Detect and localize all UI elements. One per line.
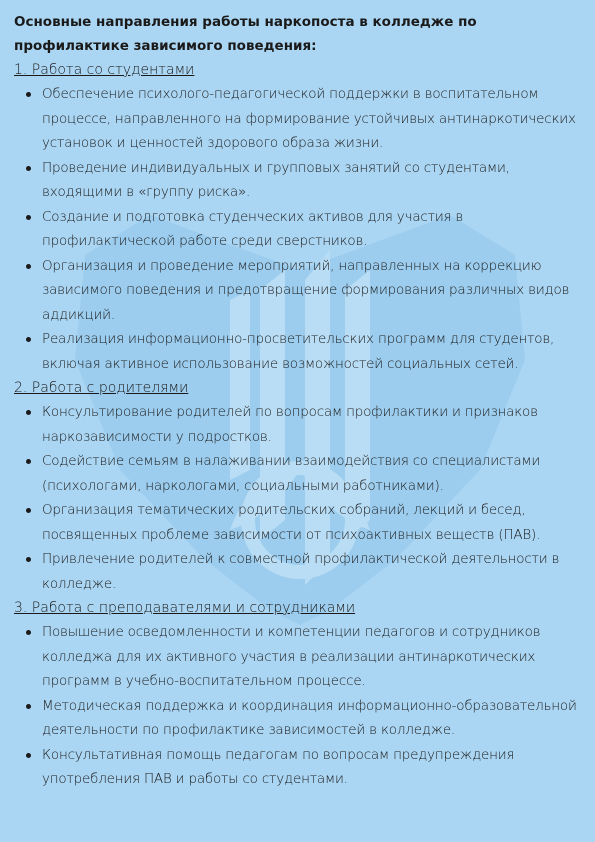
parents-list — [14, 400, 584, 596]
teachers-list — [14, 620, 584, 792]
document-title: Основные направления работы наркопоста в колледже по профилактике зависимого поведения: — [14, 14, 477, 54]
list-item: Обеспечение психолого-педагогической поддержки в воспитательном процессе, направленного на формирование устойчивых антинаркотических установок и ценностей здорового образа жизни. — [14, 82, 584, 156]
list-item: Повышение осведомленности и компетенции педагогов и сотрудников колледжа для их активного участия в реализации антинаркотических программ в учебно-воспитательном процессе. — [14, 620, 584, 694]
list-item: Консультативная помощь педагогам по вопросам предупреждения употребления ПАВ и работы со студентами. — [14, 743, 584, 792]
list-item: Методическая поддержка и координация информационно-образовательной деятельности по профилактике зависимостей в колледже. — [14, 694, 584, 743]
section-heading-students: 1. Работа со студентами — [14, 62, 195, 78]
list-item: Привлечение родителей к совместной профилактической деятельности в колледже. — [14, 547, 584, 596]
list-item: Организация и проведение мероприятий, направленных на коррекцию зависимого поведения и предотвращение формирования различных видов аддикций. — [14, 254, 584, 328]
section-heading-teachers: 3. Работа с преподавателями и сотрудниками — [14, 600, 356, 616]
list-item: Организация тематических родительских собраний, лекций и бесед, посвященных проблеме зависимости от психоактивных веществ (ПАВ). — [14, 498, 584, 547]
list-item: Создание и подготовка студенческих активов для участия в профилактической работе среди сверстников. — [14, 205, 584, 254]
document-body — [14, 10, 584, 792]
list-item: Реализация информационно-просветительских программ для студентов, включая активное использование возможностей социальных сетей. — [14, 327, 584, 376]
list-item: Консультирование родителей по вопросам профилактики и признаков наркозависимости у подростков. — [14, 400, 584, 449]
list-item: Проведение индивидуальных и групповых занятий со студентами, входящими в «группу риска». — [14, 156, 584, 205]
students-list — [14, 82, 584, 376]
section-heading-parents: 2. Работа с родителями — [14, 380, 189, 396]
list-item: Содействие семьям в налаживании взаимодействия со специалистами (психологами, наркологами, социальными работниками). — [14, 449, 584, 498]
